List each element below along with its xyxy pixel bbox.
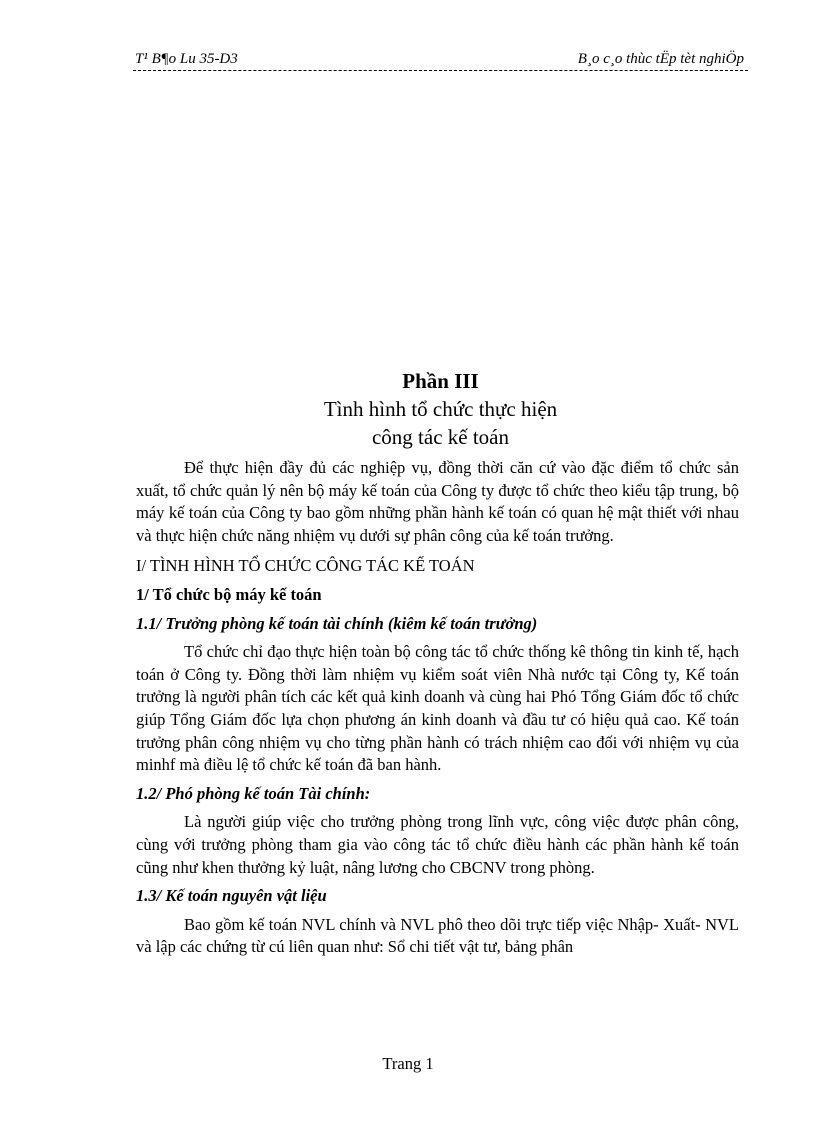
chief-accountant-paragraph: Tổ chức chỉ đạo thực hiện toàn bộ công tác tổ chức thống kê thông tin kinh tế, hạch toán ở Công ty. Đồng thời làm nhiệm vụ kiểm soát viên Nhà nước tại Công ty, Kế toán trưởng là người phân tích các kết quả kinh doanh và cùng hai Phó Tổng Giám đốc tổ chức giúp Tổng Giám đốc lựa chọn phương án kinh doanh và đầu tư có hiệu quả cao. Kế toán trưởng phân công nhiệm vụ cho từng phần hành có trách nhiệm cao đối với nhiệm vụ của minhf mà điều lệ tổ chức kế toán đã ban hành. <box>136 642 739 775</box>
document-body <box>136 457 739 963</box>
chief-accountant-heading: 1.1/ Trưởng phòng kế toán tài chính (kiêm kế toán trưởng) <box>136 613 538 633</box>
page-header <box>133 48 748 71</box>
intro-paragraph: Để thực hiện đầy đủ các nghiệp vụ, đồng thời căn cứ vào đặc điểm tổ chức sản xuất, tổ chức quản lý nên bộ máy kế toán của Công ty được tổ chức theo kiểu tập trung, bộ máy kế toán của Công ty bao gồm những phần hành kế toán có quan hệ mật thiết với nhau và thực hiện chức năng nhiệm vụ dưới sự phân công của kế toán trưởng. <box>136 458 739 545</box>
header-author: T¹ B¶o Lu 35-D3 <box>135 51 238 67</box>
part-title: Phần III <box>402 369 479 393</box>
materials-accountant-heading: 1.3/ Kế toán nguyên vật liệu <box>136 886 327 906</box>
materials-accountant-paragraph: Bao gồm kế toán NVL chính và NVL phô theo dõi trực tiếp việc Nhập- Xuất- NVL và lập các chứng từ cú liên quan như: Sổ chi tiết vật tư, bảng phân <box>136 914 739 957</box>
chapter-title-line-1: Tình hình tổ chức thực hiện <box>323 397 558 421</box>
chapter-title-line-2: công tác kế toán <box>371 425 510 449</box>
section-heading: I/ TÌNH HÌNH TỔ CHỨC CÔNG TÁC KẾ TOÁN <box>136 556 475 576</box>
header-report-title: B¸o c¸o thùc tËp tèt nghiÖp <box>577 51 744 67</box>
subsection-heading: 1/ Tổ chức bộ máy kế toán <box>136 584 322 604</box>
title-block <box>133 367 748 451</box>
deputy-accountant-heading: 1.2/ Phó phòng kế toán Tài chính: <box>136 783 371 803</box>
page-number: Trang 1 <box>382 1054 434 1073</box>
deputy-accountant-paragraph: Là người giúp việc cho trưởng phòng trong lĩnh vực, công việc được phân công, cùng với trưởng phòng tham gia vào công tác tổ chức điều hành các phần hành kế toán cũng như khen thưởng kỷ luật, nâng lương cho CBCNV trong phòng. <box>136 812 739 877</box>
